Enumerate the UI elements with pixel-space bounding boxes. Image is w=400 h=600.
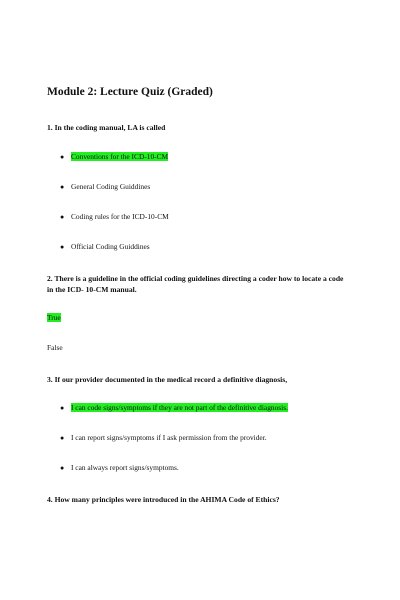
q1-option-2-label: General Coding Guiddines: [71, 182, 151, 191]
q2-option-true-label: True: [47, 313, 61, 322]
bullet-icon: ●: [60, 153, 65, 161]
question-1: 1. In the coding manual, LA is called: [47, 123, 166, 132]
page-title: Module 2: Lecture Quiz (Graded): [47, 86, 213, 98]
bullet-icon: ●: [60, 183, 65, 191]
q3-option-3: [60, 463, 179, 473]
bullet-icon: ●: [60, 243, 65, 251]
q3-option-2-label: I can report signs/symptoms if I ask permission from the provider.: [71, 433, 267, 442]
q3-option-2: [60, 433, 267, 443]
q1-option-3: [60, 212, 169, 222]
q3-option-1: [60, 403, 288, 413]
q1-option-2: [60, 182, 150, 192]
bullet-icon: ●: [60, 404, 65, 412]
q2-option-false: [47, 343, 63, 353]
q3-option-1-label: I can code signs/symptoms if they are not part of the definitive diagnosis.: [71, 403, 288, 412]
bullet-icon: ●: [60, 213, 65, 221]
bullet-icon: ●: [60, 434, 65, 442]
q2-option-false-label: False: [47, 343, 63, 352]
q1-option-4: [60, 242, 150, 252]
q1-option-3-label: Coding rules for the ICD-10-CM: [71, 212, 169, 221]
q3-option-3-label: I can always report signs/symptoms.: [71, 463, 179, 472]
question-3: 3. If our provider documented in the medical record a definitive diagnosis,: [47, 375, 288, 384]
q1-option-1-label: Conventions for the ICD-10-CM: [71, 152, 169, 161]
q2-option-true: [47, 313, 61, 323]
question-2: 2. There is a guideline in the official coding guidelines directing a coder how to locate a code in the ICD- 10-CM manual.: [47, 274, 344, 294]
q1-option-1: [60, 152, 168, 162]
q1-option-4-label: Official Coding Guiddines: [71, 242, 150, 251]
bullet-icon: ●: [60, 464, 65, 472]
question-4: 4. How many principles were introduced in the AHIMA Code of Ethics?: [47, 495, 280, 504]
